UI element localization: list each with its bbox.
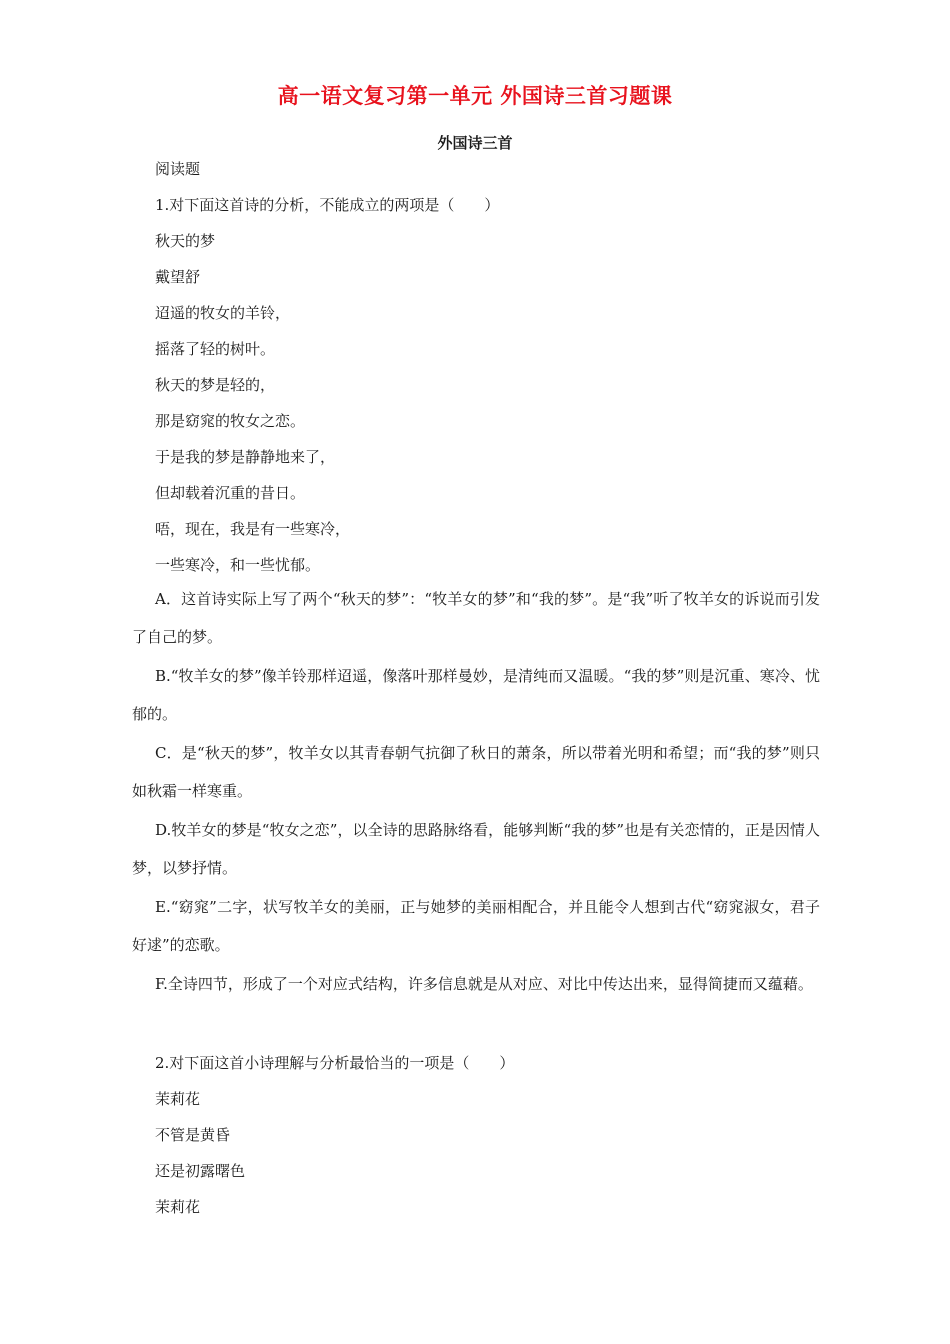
document-title: 高一语文复习第一单元 外国诗三首习题课 bbox=[277, 84, 673, 108]
poem-2-line: 茉莉花 bbox=[155, 1198, 201, 1216]
option-b: B.“牧羊女的梦”像羊铃那样迢遥，像落叶那样曼妙，是清纯而又温暖。“我的梦”则是沉重、寒冷、忧郁的。 bbox=[132, 667, 820, 723]
option-e: E.“窈窕”二字，状写牧羊女的美丽，正与她梦的美丽相配合，并且能令人想到古代“窈窕淑女，君子好逑”的恋歌。 bbox=[132, 898, 820, 954]
poem-1-line: 秋天的梦是轻的， bbox=[155, 376, 276, 394]
option-a: A．这首诗实际上写了两个“秋天的梦”：“牧羊女的梦”和“我的梦”。是“我”听了牧羊女的诉说而引发了自己的梦。 bbox=[132, 590, 820, 646]
poem-1-title: 秋天的梦 bbox=[155, 232, 216, 250]
poem-2-line: 还是初露曙色 bbox=[155, 1162, 246, 1180]
option-f: F.全诗四节，形成了一个对应式结构，许多信息就是从对应、对比中传达出来，显得简捷而又蕴藉。 bbox=[155, 975, 813, 993]
poem-1-line: 唔，现在，我是有一些寒冷， bbox=[155, 520, 351, 538]
question-1-stem: 1.对下面这首诗的分析，不能成立的两项是（ ） bbox=[155, 196, 500, 214]
poem-1-line: 一些寒冷，和一些忧郁。 bbox=[155, 556, 321, 574]
question-2-stem: 2.对下面这首小诗理解与分析最恰当的一项是（ ） bbox=[155, 1054, 515, 1072]
poem-1-author: 戴望舒 bbox=[155, 268, 201, 286]
section-label: 阅读题 bbox=[155, 160, 201, 178]
poem-1-line: 但却载着沉重的昔日。 bbox=[155, 484, 306, 502]
document-subtitle: 外国诗三首 bbox=[437, 134, 513, 152]
option-d: D.牧羊女的梦是“牧女之恋”，以全诗的思路脉络看，能够判断“我的梦”也是有关恋情的，正是因情人梦，以梦抒情。 bbox=[132, 821, 820, 877]
option-c: C．是“秋天的梦”，牧羊女以其青春朝气抗御了秋日的萧条，所以带着光明和希望；而“我的梦”则只如秋霜一样寒重。 bbox=[132, 744, 820, 800]
poem-1-line: 于是我的梦是静静地来了， bbox=[155, 448, 336, 466]
poem-2-title: 茉莉花 bbox=[155, 1090, 201, 1108]
poem-1-line: 迢遥的牧女的羊铃， bbox=[155, 304, 291, 322]
poem-2-line: 不管是黄昏 bbox=[155, 1126, 231, 1144]
poem-1-line: 摇落了轻的树叶。 bbox=[155, 340, 276, 358]
poem-1-line: 那是窈窕的牧女之恋。 bbox=[155, 412, 306, 430]
